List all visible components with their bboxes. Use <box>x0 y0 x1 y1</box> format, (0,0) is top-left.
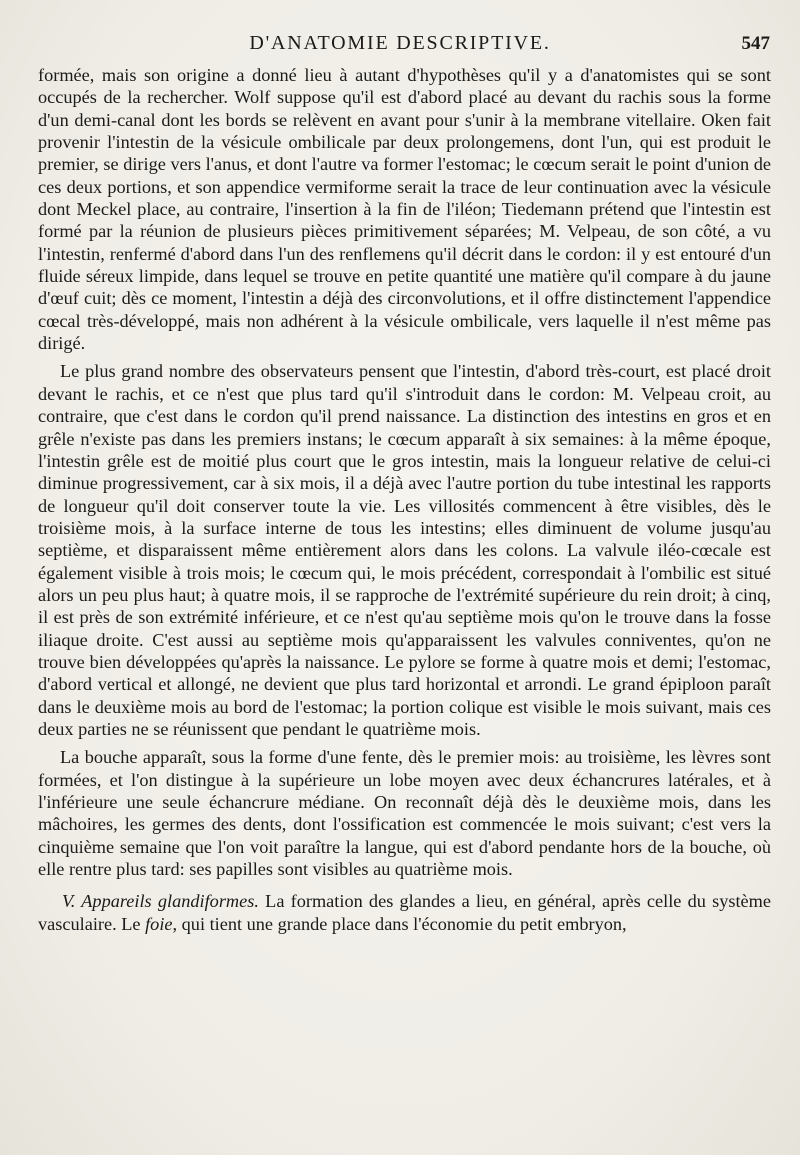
running-header <box>0 32 800 58</box>
paragraph-4-text-start: La formation des glandes a lieu, en général, après celle du système vasculaire. Le <box>38 891 771 934</box>
body-text <box>38 64 771 935</box>
paragraph-4 <box>38 890 771 935</box>
italic-term: foie <box>145 913 173 934</box>
paragraph-4-text-end: , qui tient une grande place dans l'économie du petit embryon, <box>172 913 627 934</box>
paragraph-1: formée, mais son origine a donné lieu à autant d'hypothèses qu'il y a d'anatomistes qui se sont occupés de la rechercher. Wolf suppose qu'il est d'abord placé au devant du rachis sous la forme d'un demi-canal dont les bords se relèvent en avant pour s'unir à la membrane vitellaire. Oken fait provenir l'intestin de la vésicule ombilicale par deux prolongemens, dont l'un, qui est produit le premier, se dirige vers l'anus, et dont l'autre va former l'estomac; le cœcum serait le point d'union de ces deux portions, et son appendice vermiforme serait la trace de leur continuation avec la vésicule dont Meckel place, au contraire, l'insertion à la fin de l'iléon; Tiedemann prétend que l'intestin est formé par la réunion de plusieurs pièces primitivement séparées; M. Velpeau, de son côté, a vu l'intestin, renfermé d'abord dans l'un des renflemens qu'il décrit dans le cordon: il y est entouré d'un fluide séreux limpide, dans lequel se trouve en petite quantité une matière qu'il compare à du jaune d'œuf cuit; dès ce moment, l'intestin a déjà des circonvolutions, et il offre distinctement l'appendice cœcal très-développé, mais non adhérent à la vésicule ombilicale, vers laquelle il n'est même pas dirigé. <box>38 65 771 354</box>
paragraph-3: La bouche apparaît, sous la forme d'une fente, dès le premier mois: au troisième, les lèvres sont formées, et l'on distingue à la supérieure un lobe moyen avec deux échancrures latérales, et à l'inférieure une seule échancrure médiane. On reconnaît déjà dès le deuxième mois, dans les mâchoires, les germes des dents, dont l'ossification est commencée le mois suivant; c'est vers la cinquième semaine que l'on voit paraître la langue, qui est d'abord pendante hors de la bouche, où elle rentre plus tard: ses papilles sont visibles au quatrième mois. <box>38 747 771 880</box>
page-number: 547 <box>741 33 770 54</box>
page-title: D'ANATOMIE DESCRIPTIVE. <box>249 32 551 54</box>
section-heading: V. Appareils glandiformes. <box>62 891 259 912</box>
paragraph-2: Le plus grand nombre des observateurs pensent que l'intestin, d'abord très-court, est placé droit devant le rachis, et ce n'est que plus tard qu'il s'introduit dans le cordon: M. Velpeau croit, au contraire, que c'est dans le cordon qu'il prend naissance. La distinction des intestins en gros et en grêle n'existe pas dans les premiers instans; le cœcum apparaît à six semaines: à la même époque, l'intestin grêle est de moitié plus court que le gros intestin, mais la longueur relative de celui-ci diminue progressivement, car à six mois, il a déjà avec l'autre portion du tube intestinal les rapports de longueur qu'il doit conserver toute la vie. Les villosités commencent à être visibles, dès le troisième mois, à la surface interne de tous les intestins; elles diminuent de volume jusqu'au septième, et disparaissent même entièrement alors dans les colons. La valvule iléo-cœcale est également visible à trois mois; le cœcum qui, le mois précédent, correspondait à l'ombilic est situé alors un peu plus haut; à quatre mois, il se rapproche de l'extrémité supérieure du rein droit; à cinq, il est près de son extrémité inférieure, et ce n'est qu'au septième mois qu'on le trouve dans la fosse iliaque droite. C'est aussi au septième mois qu'apparaissent les valvules conniventes, qu'on ne trouve bien développées qu'après la naissance. Le pylore se forme à quatre mois et demi; l'estomac, d'abord vertical et allongé, ne devient que plus tard horizontal et arrondi. Le grand épiploon paraît dans le deuxième mois au bord de l'estomac; la portion colique est visible le mois suivant, mais ces deux parties ne se réunissent que pendant le quatrième mois. <box>38 361 771 739</box>
